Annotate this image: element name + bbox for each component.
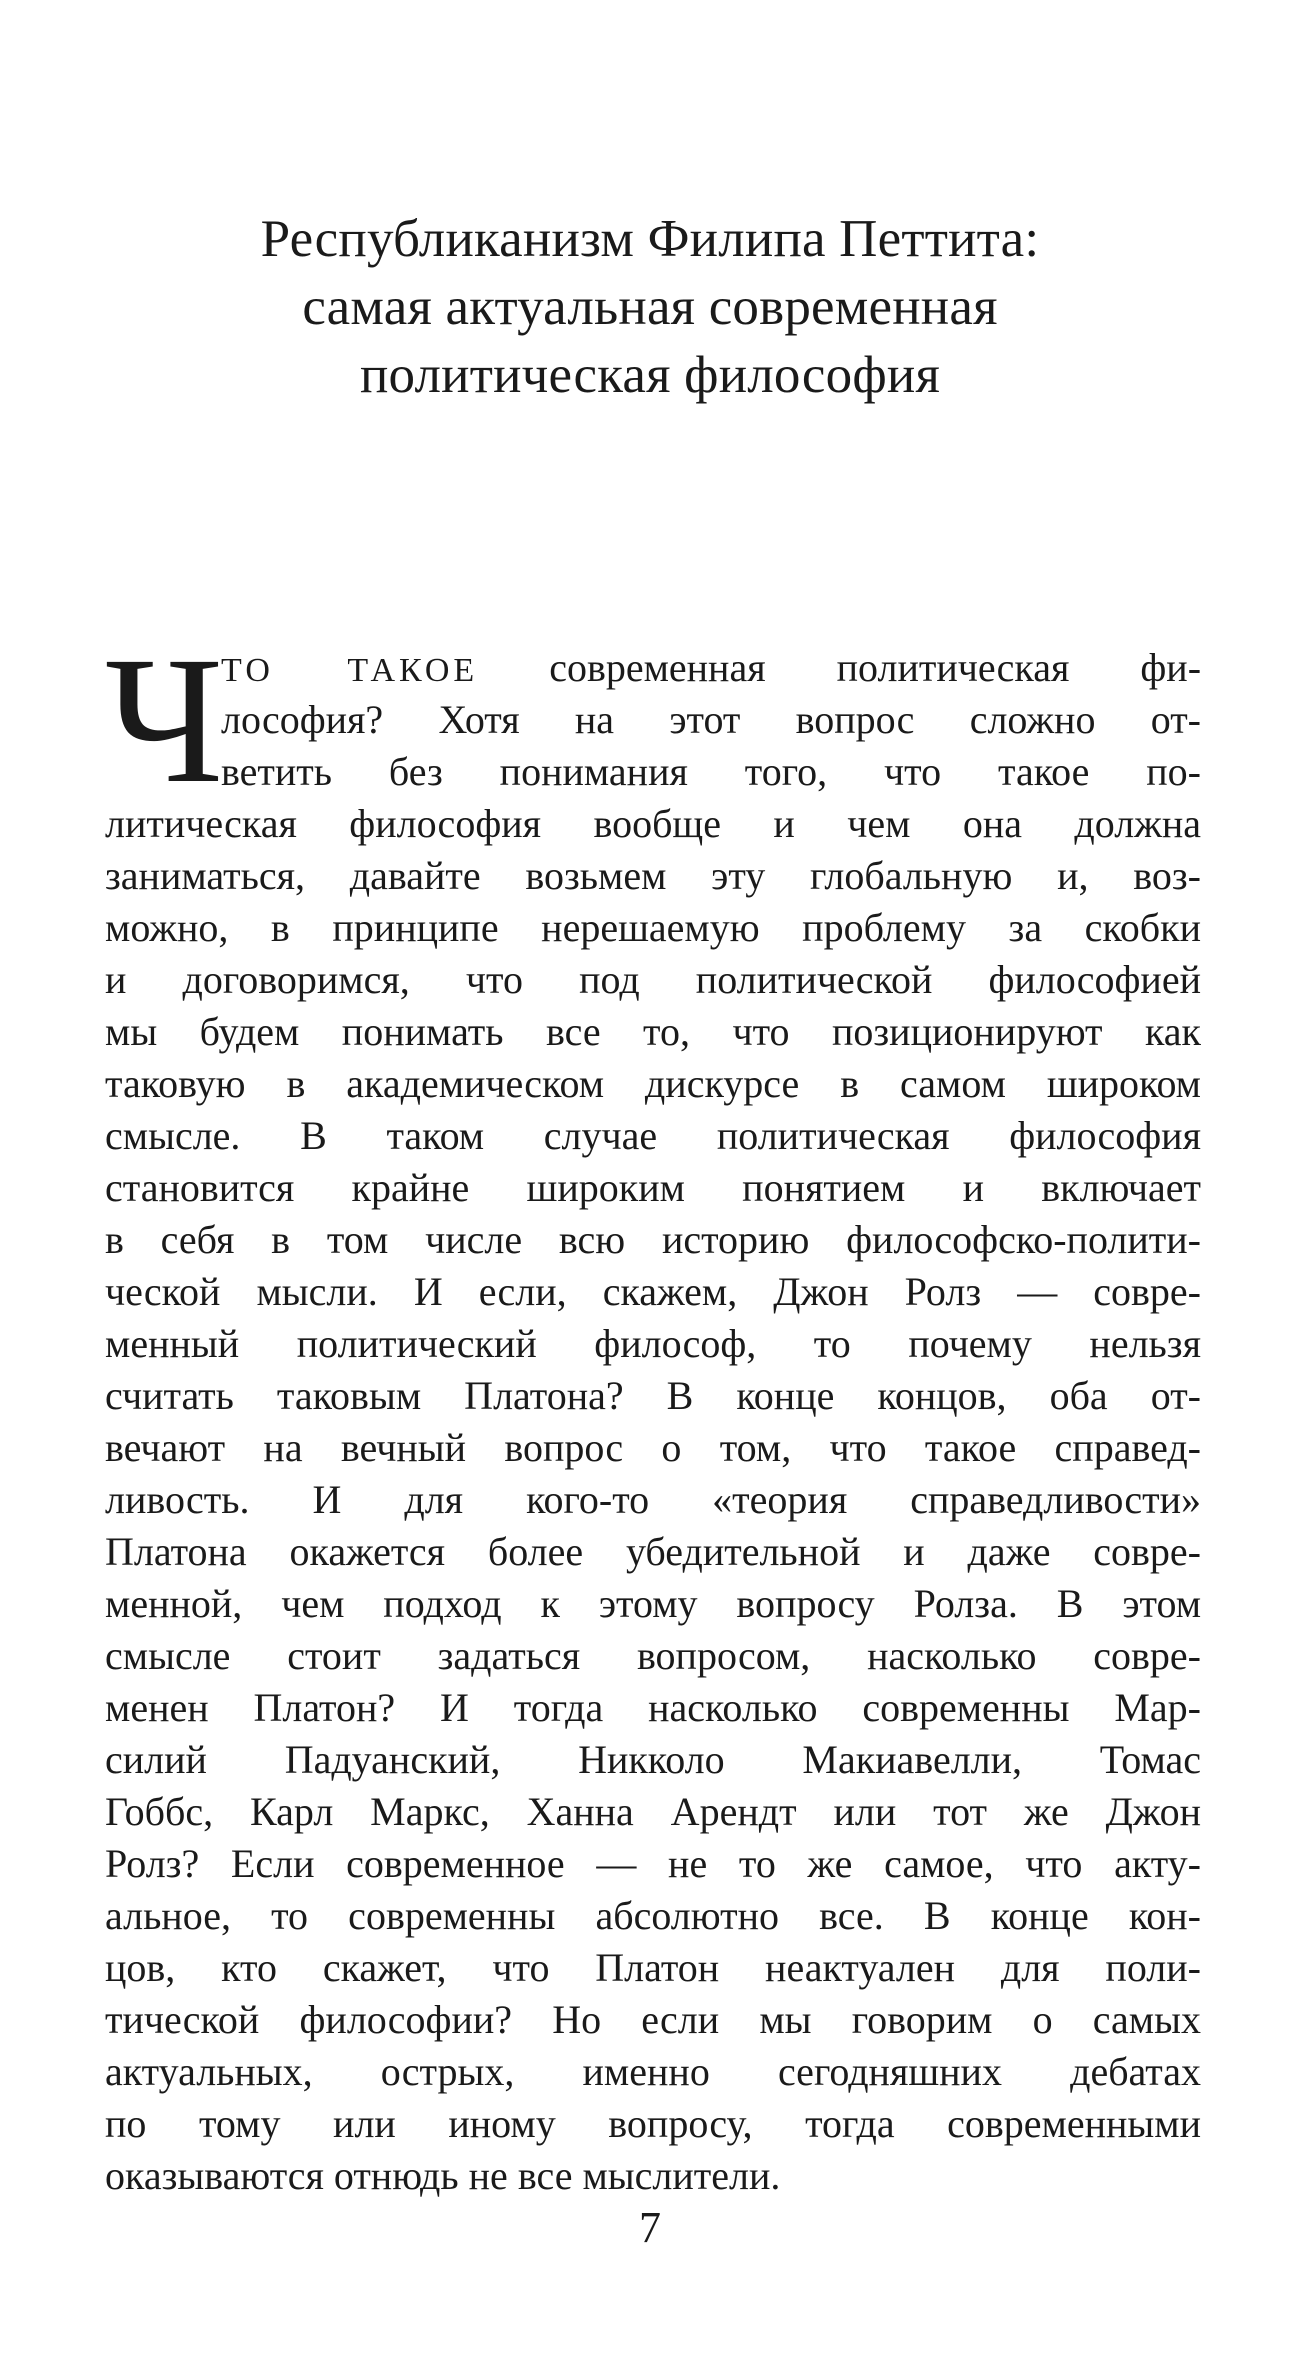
chapter-title [0,205,1300,409]
text-line: актуальных, острых, именно сегодняшних дебатах [105,2049,1201,2094]
text-line: тической философии? Но если мы говорим о самых [105,1997,1201,2042]
text-line: можно, в принципе нерешаемую проблему за скобки [105,905,1201,950]
text-line: Платона окажется более убедительной и даже совре- [105,1529,1201,1574]
text-line: цов, кто скажет, что Платон неактуален для поли- [105,1945,1201,1990]
text-line: считать таковым Платона? В конце концов, оба от- [105,1373,1201,1418]
text-line [105,642,1201,694]
text-line: по тому или иному вопросу, тогда современными [105,2101,1201,2146]
text-line: литическая философия вообще и чем она должна [105,801,1201,846]
page-number: 7 [639,2203,661,2252]
text-line: смысле. В таком случае политическая философия [105,1113,1201,1158]
drop-cap: Ч [105,620,224,821]
text-line: менный политический философ, то почему нельзя [105,1321,1201,1366]
text-line: становится крайне широким понятием и включает [105,1165,1201,1210]
lead-in-small-caps: ТО ТАКОЕ [221,652,479,689]
text-line: ветить без понимания того, что такое по- [221,749,1201,794]
text-line: Гоббс, Карл Маркс, Ханна Арендт или тот же Джон [105,1789,1201,1834]
text-line: вечают на вечный вопрос о том, что такое справед- [105,1425,1201,1470]
text-line: силий Падуанский, Никколо Макиавелли, Томас [105,1737,1201,1782]
first-line-text: современная политическая фи- [549,645,1202,690]
text-line: Ролз? Если современное — не то же самое, что акту- [105,1841,1201,1886]
text-line: в себя в том числе всю историю философско-полити- [105,1217,1201,1262]
chapter-title-line: самая актуальная современная [302,278,998,336]
text-line: менной, чем подход к этому вопросу Ролза. В этом [105,1581,1201,1626]
chapter-title-line: Республиканизм Филипа Петтита: [260,210,1040,268]
text-line: менен Платон? И тогда насколько современны Мар- [105,1685,1201,1730]
text-line: заниматься, давайте возьмем эту глобальную и, воз- [105,853,1201,898]
text-line: лософия? Хотя на этот вопрос сложно от- [221,697,1201,742]
text-line: ческой мысли. И если, скажем, Джон Ролз — совре- [105,1269,1201,1314]
text-line: и договоримся, что под политической философией [105,957,1201,1002]
body-paragraph [105,620,1202,2202]
text-line: альное, то современны абсолютно все. В конце кон- [105,1893,1201,1938]
chapter-title-line: политическая философия [359,346,941,404]
text-line: таковую в академическом дискурсе в самом широком [105,1061,1201,1106]
text-line: оказываются отнюдь не все мыслители. [105,2153,781,2198]
text-line: ливость. И для кого-то «теория справедливости» [105,1477,1201,1522]
text-line: мы будем понимать все то, что позиционируют как [105,1009,1201,1054]
text-line: смысле стоит задаться вопросом, насколько совре- [105,1633,1201,1678]
